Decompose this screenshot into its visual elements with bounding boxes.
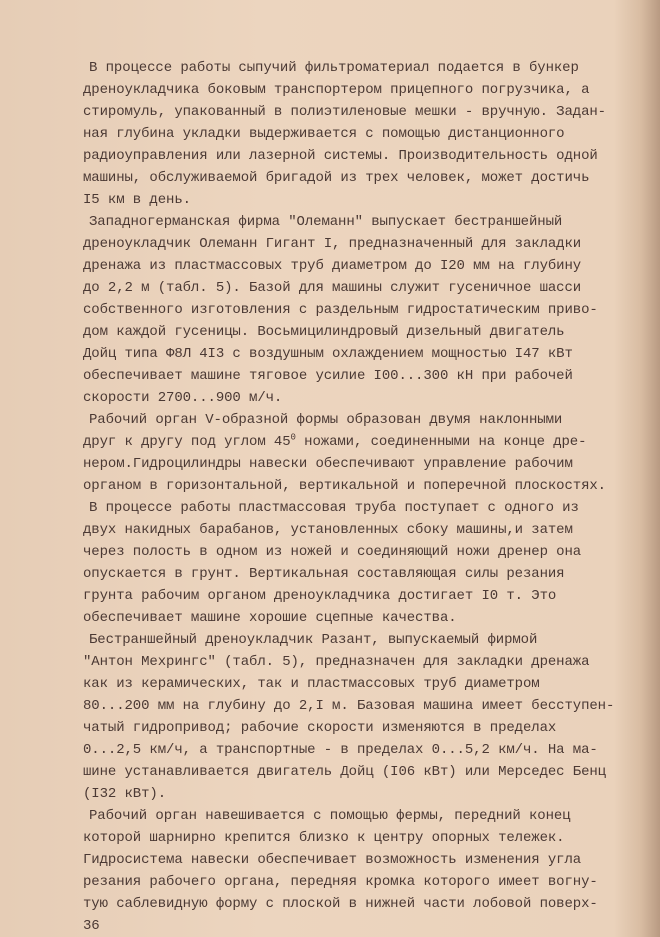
text-line: которой шарнирно крепится близко к центру опорных тележек.	[83, 830, 565, 846]
text-line: органом в горизонтальной, вертикальной и поперечной плоскостях.	[83, 478, 606, 494]
text-line: через полость в одном из ножей и соединяющий ножи дренер она	[83, 544, 582, 560]
text-line: дреноукладчика боковым транспортером прицепного погрузчика, а	[83, 82, 590, 98]
paragraph-1	[83, 57, 643, 211]
text-line: машины, обслуживаемой бригадой из трех человек, может достичь	[83, 170, 590, 186]
text-line: грунта рабочим органом дреноукладчика достигает I0 т. Это	[83, 588, 557, 604]
paragraph-6	[83, 805, 643, 915]
text-fragment: друг к другу под углом 45	[83, 434, 291, 450]
text-line: стиромуль, упакованный в полиэтиленовые мешки - вручную. Задан-	[83, 104, 606, 120]
text-line: В процессе работы пластмассовая труба поступает с одного из	[89, 500, 579, 516]
text-line: Гидросистема навески обеспечивает возможность изменения угла	[83, 852, 582, 868]
paragraph-3	[83, 409, 643, 497]
text-line: собственного изготовления с раздельным гидростатическим приво-	[83, 302, 598, 318]
text-line: как из керамических, так и пластмассовых труб диаметром	[83, 676, 540, 692]
text-line: двух накидных барабанов, установленных сбоку машины,и затем	[83, 522, 573, 538]
text-line: дренажа из пластмассовых труб диаметром до I20 мм на глубину	[83, 258, 582, 274]
text-line: I5 км в день.	[83, 192, 191, 208]
paragraph-5	[83, 629, 643, 805]
text-line: резания рабочего органа, передняя кромка которого имеет вогну-	[83, 874, 598, 890]
paragraph-2	[83, 211, 643, 409]
page-number: 36	[83, 918, 100, 934]
text-line: "Антон Мехрингс" (табл. 5), предназначен для закладки дренажа	[83, 654, 590, 670]
text-line: ная глубина укладки выдерживается с помощью дистанционного	[83, 126, 565, 142]
text-line: дреноукладчик Олеманн Гигант I, предназначенный для закладки	[83, 236, 582, 252]
text-line: обеспечивает машине хорошие сцепные качества.	[83, 610, 457, 626]
paragraph-4	[83, 497, 643, 629]
document-page	[83, 57, 643, 937]
text-line: Западногерманская фирма "Олеманн" выпускает бестраншейный	[89, 214, 563, 230]
text-line: опускается в грунт. Вертикальная составляющая силы резания	[83, 566, 565, 582]
text-line: шине устанавливается двигатель Дойц (I06 кВт) или Мерседес Бенц	[83, 764, 606, 780]
text-line: до 2,2 м (табл. 5). Базой для машины служит гусеничное шасси	[83, 280, 582, 296]
text-line: чатый гидропривод; рабочие скорости изменяются в пределах	[83, 720, 557, 736]
text-fragment: ножами, соединенными на конце дре-	[295, 434, 587, 450]
text-line: скорости 2700...900 м/ч.	[83, 390, 283, 406]
text-line: обеспечивает машине тяговое усилие I00...300 кН при рабочей	[83, 368, 573, 384]
text-line	[83, 431, 643, 453]
text-line: Рабочий орган V-образной формы образован двумя наклонными	[89, 412, 563, 428]
text-line: (I32 кВт).	[83, 786, 167, 802]
text-line: нером.Гидроцилиндры навески обеспечивают управление рабочим	[83, 456, 573, 472]
text-line: 80...200 мм на глубину до 2,I м. Базовая машина имеет бесступен-	[83, 698, 615, 714]
text-line: Бестраншейный дреноукладчик Разант, выпускаемый фирмой	[89, 632, 538, 648]
text-line: тую саблевидную форму с плоской в нижней части лобовой поверх-	[83, 896, 598, 912]
text-line: дом каждой гусеницы. Восьмицилиндровый дизельный двигатель	[83, 324, 565, 340]
text-line: Рабочий орган навешивается с помощью фермы, передний конец	[89, 808, 571, 824]
text-line: 0...2,5 км/ч, а транспортные - в пределах 0...5,2 км/ч. На ма-	[83, 742, 598, 758]
text-line: Дойц типа Ф8Л 4I3 с воздушным охлаждением мощностью I47 кВт	[83, 346, 573, 362]
degree-superscript: 0	[290, 432, 296, 443]
text-line: В процессе работы сыпучий фильтроматериал подается в бункер	[89, 60, 579, 76]
text-line: радиоуправления или лазерной системы. Производительность одной	[83, 148, 598, 164]
